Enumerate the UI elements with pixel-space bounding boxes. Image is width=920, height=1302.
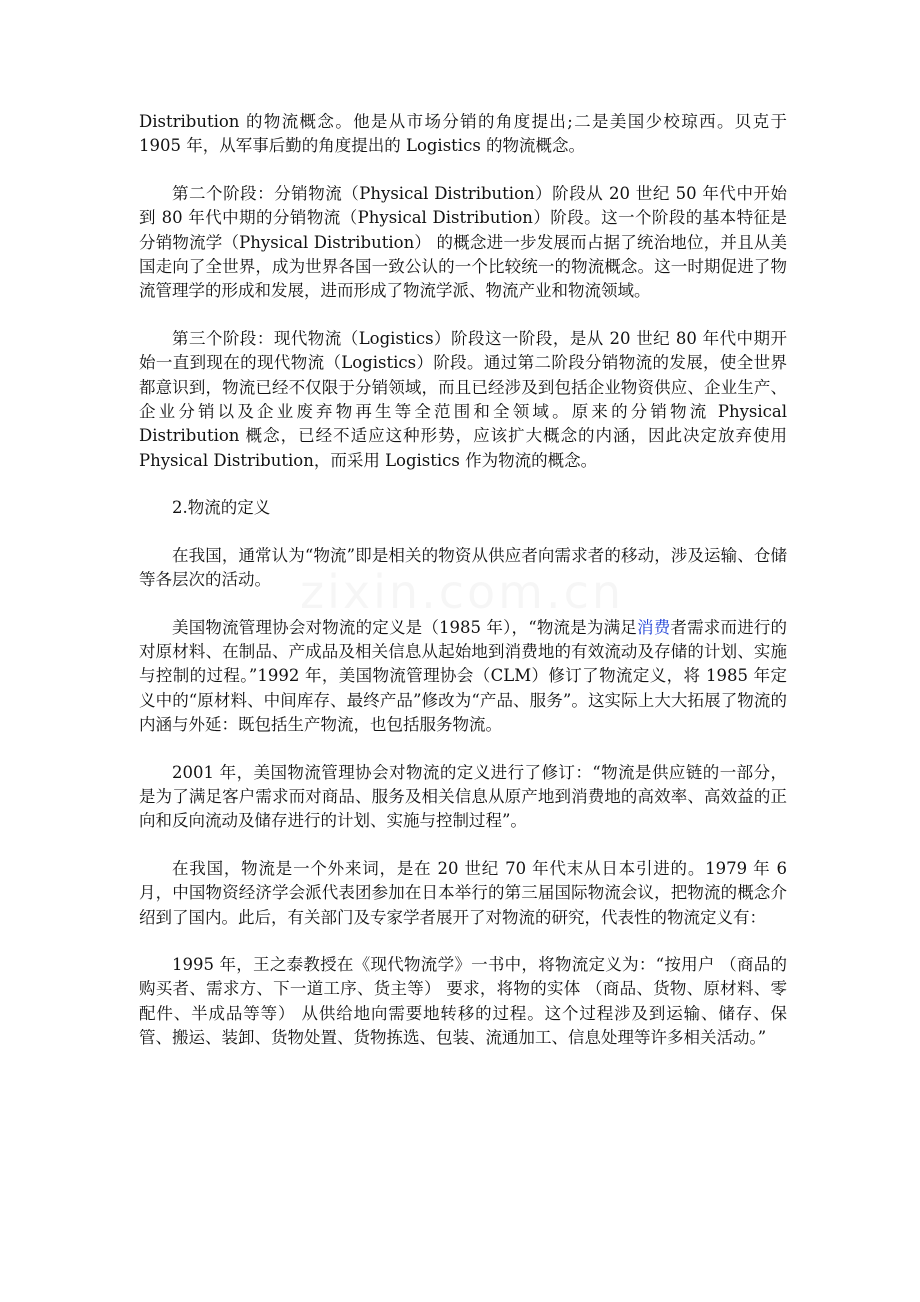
paragraph-clm-2001-definition: 2001 年，美国物流管理协会对物流的定义进行了修订：“物流是供应链的一部分，是为了满足客户需求而对商品、服务及相关信息从原产地到消费地的高效率、高效益的正向和反向流动及储存进行的计划、实施与控制过程”。	[139, 762, 787, 831]
document-body	[139, 110, 787, 1074]
paragraph-china-common-view: 在我国，通常认为“物流”即是相关的物资从供应者向需求者的移动，涉及运输、仓储等各层次的活动。	[139, 545, 787, 590]
paragraph-china-introduction: 在我国，物流是一个外来词，是在 20 世纪 70 年代末从日本引进的。1979 年 6 月，中国物资经济学会派代表团参加在日本举行的第三届国际物流会议，把物流的概念介绍到了国内。此后，有关部门及专家学者展开了对物流的研究，代表性的物流定义有：	[139, 858, 787, 927]
paragraph-text-after-link: 者需求而进行的对原材料、在制品、产成品及相关信息从起始地到消费地的有效流动及存储的计划、实施与控制的过程。”1992 年，美国物流管理协会（CLM）修订了物流定义，将 1985 年定义中的“原材料、中间库存、最终产品”修改为“产品、服务”。这实际上大大拓展了物流的内涵与外延：既包括生产物流，也包括服务物流。	[139, 617, 788, 735]
paragraph-wang-zhitai-definition: 1995 年，王之泰教授在《现代物流学》一书中，将物流定义为：“按用户 （商品的购买者、需求方、下一道工序、货主等） 要求，将物的实体 （商品、货物、原材料、零配件、半成品等等） 从供给地向需要地转移的过程。这个过程涉及到运输、储存、保管、搬运、装卸、货物处置、货物拣选、包装、流通加工、信息处理等许多相关活动。”	[139, 954, 787, 1048]
paragraph-intro-continued: Distribution 的物流概念。他是从市场分销的角度提出;二是美国少校琼西。贝克于 1905 年，从军事后勤的角度提出的 Logistics 的物流概念。	[139, 112, 787, 156]
paragraph-stage-two: 第二个阶段：分销物流（Physical Distribution）阶段从 20 世纪 50 年代中开始到 80 年代中期的分销物流（Physical Distribution）阶段。这一个阶段的基本特征是分销物流学（Physical Distribution） 的概念进一步发展而占据了统治地位，并且从美国走向了全世界，成为世界各国一致公认的一个比较统一的物流概念。这一时期促进了物流管理学的形成和发展，进而形成了物流学派、物流产业和物流领域。	[139, 183, 787, 301]
section-heading-definition: 2.物流的定义	[172, 498, 271, 518]
consumption-link[interactable]: 消费	[637, 617, 671, 637]
paragraph-clm-1985-definition	[139, 616, 787, 738]
paragraph-text-before-link: 美国物流管理协会对物流的定义是（1985 年），“物流是为满足	[172, 617, 637, 637]
paragraph-stage-three: 第三个阶段：现代物流（Logistics）阶段这一阶段，是从 20 世纪 80 年代中期开始一直到现在的现代物流（Logistics）阶段。通过第二阶段分销物流的发展，使全世界都意识到，物流已经不仅限于分销领域，而且已经涉及到包括企业物资供应、企业生产、企业分销以及企业废弃物再生等全范围和全领域。原来的分销物流 Physical Distribution 概念，已经不适应这种形势，应该扩大概念的内涵，因此决定放弃使用 Physical Distribution，而采用 Logistics 作为物流的概念。	[139, 328, 787, 470]
